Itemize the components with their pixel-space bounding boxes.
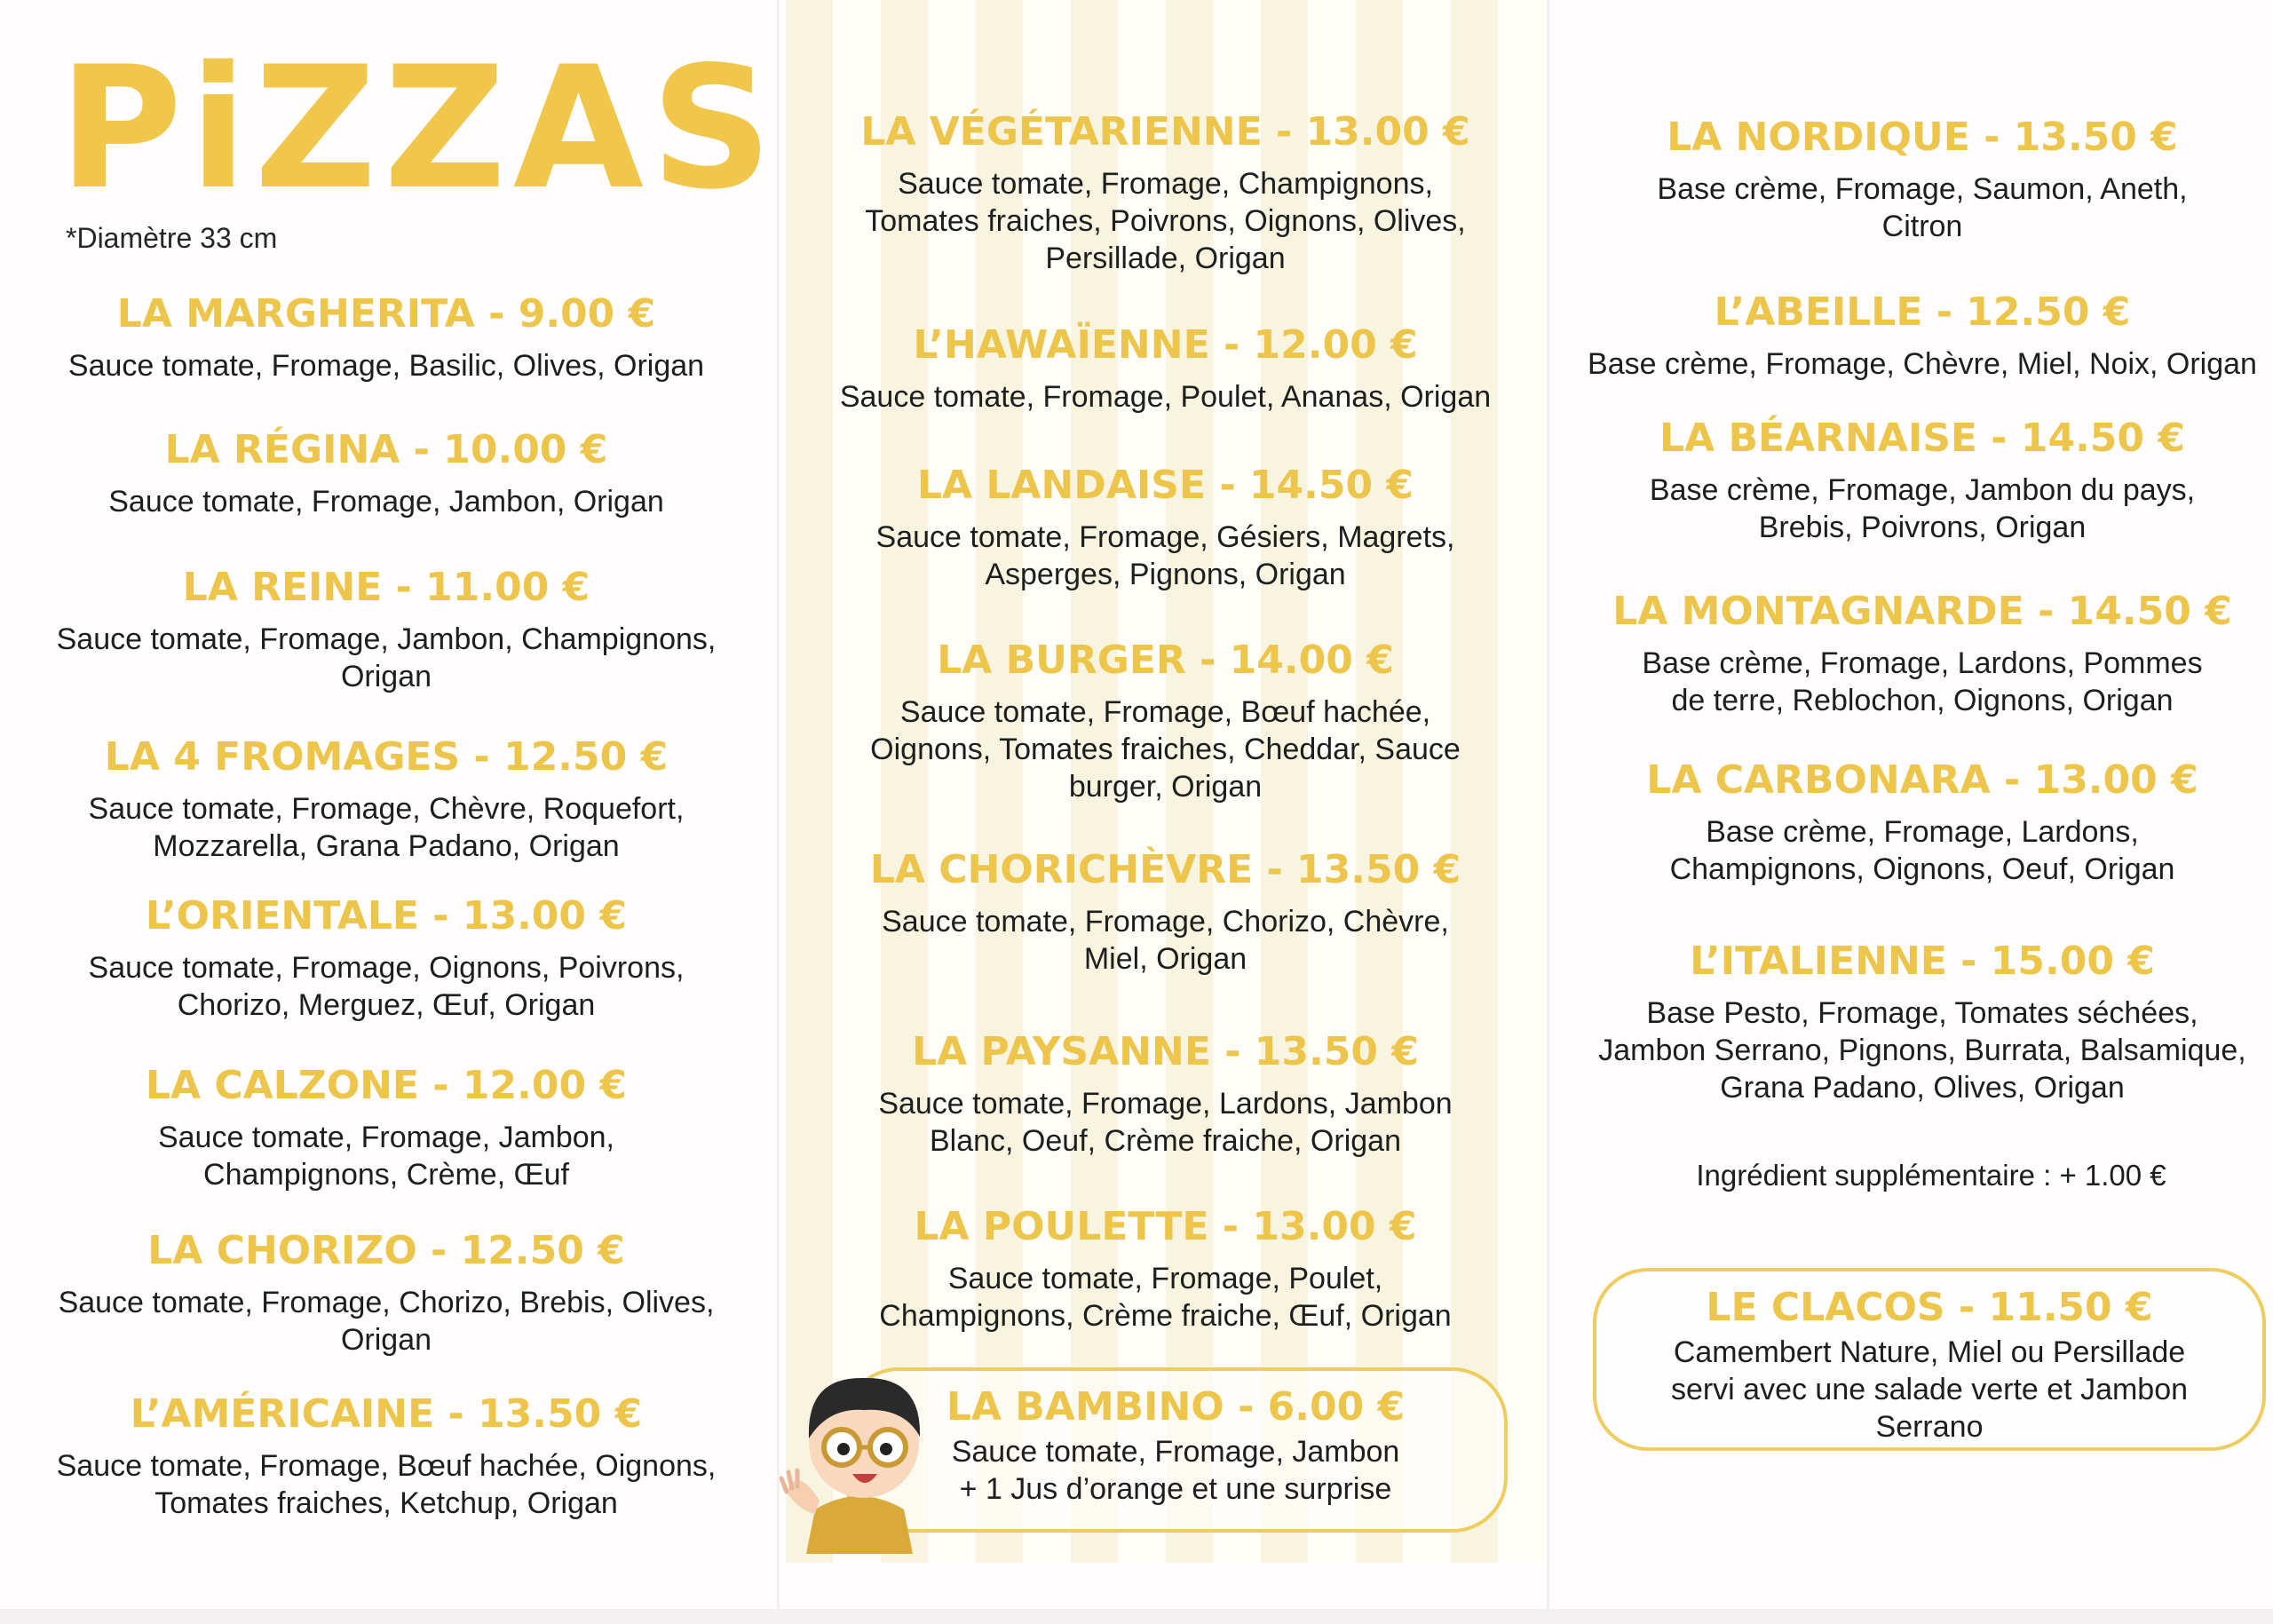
menu-item xyxy=(36,733,737,865)
pizza-name-price: LA MONTAGNARDE - 14.50 € xyxy=(1612,589,2232,634)
pizza-name-price: LA CHORIZO - 12.50 € xyxy=(147,1228,625,1273)
kid-mascot-icon xyxy=(780,1359,939,1554)
menu-item xyxy=(1580,588,2264,719)
menu-item xyxy=(795,462,1536,593)
page-title: PiZZAS xyxy=(59,30,780,226)
pizza-ingredients: Sauce tomate, Fromage, Basilic, Olives, Origan xyxy=(67,349,705,383)
bambino-box xyxy=(843,1367,1508,1533)
clacos-name-price: LE CLACOS - 11.50 € xyxy=(1706,1285,2153,1330)
pizza-ingredients: Sauce tomate, Fromage, Champignons, Tomates fraiches, Poivrons, Oignons, Olives, Persillade, Origan xyxy=(865,167,1466,275)
menu-item xyxy=(1580,757,2264,888)
clacos-box xyxy=(1593,1268,2266,1451)
pizza-ingredients: Base crème, Fromage, Jambon du pays, Brebis, Poivrons, Origan xyxy=(1649,473,2196,544)
clacos-description: Camembert Nature, Miel ou Persillade servi avec une salade verte et Jambon Serrano xyxy=(1670,1335,2189,1444)
pizza-name-price: LA MARGHERITA - 9.00 € xyxy=(116,291,656,337)
pizza-ingredients: Sauce tomate, Fromage, Poulet, Ananas, Origan xyxy=(839,380,1492,414)
column-1 xyxy=(36,0,737,1563)
pizza-ingredients: Sauce tomate, Fromage, Chorizo, Chèvre, Miel, Origan xyxy=(882,905,1449,976)
pizza-name-price: LA 4 FROMAGES - 12.50 € xyxy=(104,734,669,780)
menu-item xyxy=(36,564,737,695)
fold-line-right xyxy=(1547,0,1549,1624)
pizza-name-price: L’ABEILLE - 12.50 € xyxy=(1714,289,2131,335)
pizza-ingredients: Sauce tomate, Fromage, Lardons, Jambon Blanc, Oeuf, Crème fraiche, Origan xyxy=(878,1087,1453,1158)
pizza-name-price: LA NORDIQUE - 13.50 € xyxy=(1667,115,2178,160)
menu-item xyxy=(36,892,737,1024)
pizza-ingredients: Sauce tomate, Fromage, Jambon, Origan xyxy=(108,485,664,519)
pizza-ingredients: Base crème, Fromage, Saumon, Aneth, Citron xyxy=(1657,172,2188,243)
menu-item xyxy=(36,1227,737,1359)
menu-item xyxy=(1580,114,2264,245)
pizza-name-price: L’HAWAÏENNE - 12.00 € xyxy=(913,322,1418,368)
pizza-name-price: LA LANDAISE - 14.50 € xyxy=(916,463,1414,508)
pizza-name-price: LA POULETTE - 13.00 € xyxy=(914,1204,1417,1249)
pizza-name-price: LA RÉGINA - 10.00 € xyxy=(164,427,608,472)
pizza-ingredients: Sauce tomate, Fromage, Bœuf hachée, Oignons, Tomates fraiches, Ketchup, Origan xyxy=(56,1449,717,1520)
pizza-name-price: LA BÉARNAISE - 14.50 € xyxy=(1659,416,2185,461)
menu-item xyxy=(795,108,1536,277)
pizza-name-price: LA CARBONARA - 13.00 € xyxy=(1646,757,2198,803)
menu-item xyxy=(795,1028,1536,1160)
pizza-ingredients: Sauce tomate, Fromage, Jambon + 1 Jus d’orange et une surprise xyxy=(951,1435,1400,1506)
pizza-name-price: L’AMÉRICAINE - 13.50 € xyxy=(130,1391,643,1437)
diameter-note: *Diamètre 33 cm xyxy=(66,222,278,254)
pizza-name-price: L’ORIENTALE - 13.00 € xyxy=(146,893,627,939)
pizza-ingredients: Sauce tomate, Fromage, Jambon, Champignons, Origan xyxy=(56,622,717,693)
pizza-ingredients: Sauce tomate, Fromage, Oignons, Poivrons, Chorizo, Merguez, Œuf, Origan xyxy=(88,951,685,1022)
bottom-band xyxy=(0,1609,2273,1624)
column-2 xyxy=(795,0,1536,1563)
pizza-name-price: L’ITALIENNE - 15.00 € xyxy=(1690,939,2155,984)
extra-ingredient-note: Ingrédient supplémentaire : + 1.00 € xyxy=(1696,1159,2166,1192)
pizza-name-price: LA CHORICHÈVRE - 13.50 € xyxy=(869,847,1461,892)
pizza-name-price: LA REINE - 11.00 € xyxy=(182,565,590,610)
pizza-ingredients: Sauce tomate, Fromage, Poulet, Champignons, Crème fraiche, Œuf, Origan xyxy=(879,1262,1452,1333)
pizza-ingredients: Base crème, Fromage, Chèvre, Miel, Noix, Origan xyxy=(1588,347,2257,381)
menu-item xyxy=(36,426,737,520)
pizza-ingredients: Base crème, Fromage, Lardons, Pommes de terre, Reblochon, Oignons, Origan xyxy=(1642,646,2203,717)
pizza-name-price: LA VÉGÉTARIENNE - 13.00 € xyxy=(860,109,1470,154)
pizza-ingredients: Base crème, Fromage, Lardons, Champignons, Oignons, Oeuf, Origan xyxy=(1669,815,2175,886)
pizza-ingredients: Sauce tomate, Fromage, Chèvre, Roquefort, Mozzarella, Grana Padano, Origan xyxy=(88,792,685,863)
pizza-ingredients: Sauce tomate, Fromage, Chorizo, Brebis, Olives, Origan xyxy=(58,1286,715,1357)
menu-item xyxy=(1580,938,2264,1106)
pizza-ingredients: Sauce tomate, Fromage, Bœuf hachée, Oignons, Tomates fraiches, Cheddar, Sauce burger, Origan xyxy=(870,695,1461,804)
pizza-name-price: LA BURGER - 14.00 € xyxy=(937,638,1394,683)
menu-item xyxy=(795,1203,1536,1335)
pizza-name-price: LA CALZONE - 12.00 € xyxy=(146,1063,627,1108)
pizza-ingredients: Sauce tomate, Fromage, Jambon, Champignons, Crème, Œuf xyxy=(157,1121,615,1192)
menu-item xyxy=(795,846,1536,978)
menu-item xyxy=(36,290,737,384)
menu-item xyxy=(795,637,1536,805)
menu-item xyxy=(795,321,1536,416)
menu-item xyxy=(36,1062,737,1193)
pizza-name-price: LA PAYSANNE - 13.50 € xyxy=(912,1029,1419,1074)
pizza-name-price: LA BAMBINO - 6.00 € xyxy=(946,1384,1406,1430)
pizza-ingredients: Base Pesto, Fromage, Tomates séchées, Jambon Serrano, Pignons, Burrata, Balsamique, Grana Padano, Olives, Origan xyxy=(1598,996,2246,1105)
menu-item xyxy=(1580,289,2264,383)
menu-item xyxy=(1580,415,2264,546)
pizza-ingredients: Sauce tomate, Fromage, Gésiers, Magrets, Asperges, Pignons, Origan xyxy=(875,520,1455,591)
menu-item xyxy=(36,1390,737,1522)
